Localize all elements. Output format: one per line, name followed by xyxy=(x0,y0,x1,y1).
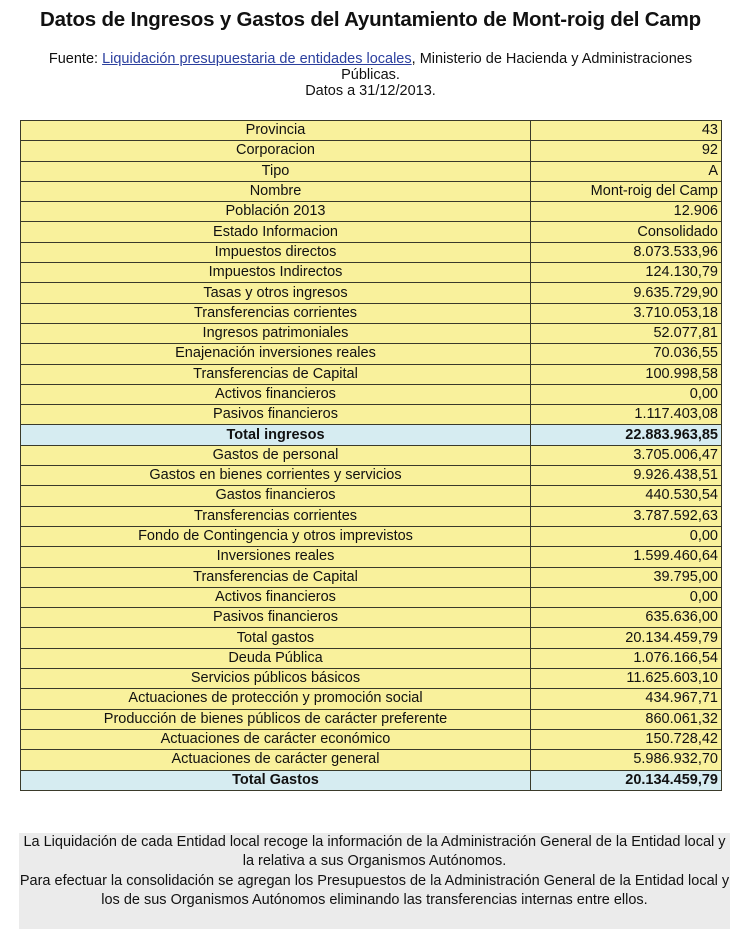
row-value: 52.077,81 xyxy=(531,323,722,343)
row-value: 9.635.729,90 xyxy=(531,283,722,303)
table-row xyxy=(21,506,722,526)
row-label: Pasivos financieros xyxy=(21,608,531,628)
table-row xyxy=(21,608,722,628)
row-value: 0,00 xyxy=(531,526,722,546)
row-value: 92 xyxy=(531,141,722,161)
row-label: Transferencias corrientes xyxy=(21,303,531,323)
table-row xyxy=(21,222,722,242)
row-value: 43 xyxy=(531,121,722,141)
row-label: Activos financieros xyxy=(21,587,531,607)
row-value: 11.625.603,10 xyxy=(531,669,722,689)
table-row xyxy=(21,567,722,587)
row-value: 3.705.006,47 xyxy=(531,445,722,465)
row-label: Gastos financieros xyxy=(21,486,531,506)
table-row xyxy=(21,384,722,404)
row-value: 1.117.403,08 xyxy=(531,405,722,425)
source-prefix: Fuente: xyxy=(48,51,103,67)
table-row xyxy=(21,547,722,567)
row-value: 0,00 xyxy=(531,384,722,404)
date-line: Datos a 31/12/2013. xyxy=(305,83,436,99)
row-label: Provincia xyxy=(21,121,531,141)
table-row xyxy=(21,526,722,546)
row-value: 1.599.460,64 xyxy=(531,547,722,567)
source-info xyxy=(20,51,721,99)
table-row xyxy=(21,364,722,384)
table-row xyxy=(21,242,722,262)
row-value: 635.636,00 xyxy=(531,608,722,628)
row-value: 3.787.592,63 xyxy=(531,506,722,526)
row-label: Transferencias de Capital xyxy=(21,364,531,384)
row-value: 22.883.963,85 xyxy=(531,425,722,445)
row-label: Gastos de personal xyxy=(21,445,531,465)
table-row xyxy=(21,669,722,689)
row-value: 150.728,42 xyxy=(531,729,722,749)
table-row xyxy=(21,466,722,486)
table-row xyxy=(21,648,722,668)
row-label: Servicios públicos básicos xyxy=(21,669,531,689)
row-label: Tipo xyxy=(21,161,531,181)
row-value: 3.710.053,18 xyxy=(531,303,722,323)
table-row xyxy=(21,181,722,201)
notes-paragraph-1: La Liquidación de cada Entidad local recoge la información de la Administración General de la Entidad local y la relativa a sus Organismos Autónomos. xyxy=(23,834,726,870)
notes-box xyxy=(19,833,730,929)
row-label: Actuaciones de protección y promoción social xyxy=(21,689,531,709)
table-row xyxy=(21,141,722,161)
row-label: Tasas y otros ingresos xyxy=(21,283,531,303)
row-label: Total Gastos xyxy=(21,770,531,790)
table-row xyxy=(21,344,722,364)
row-value: 20.134.459,79 xyxy=(531,628,722,648)
row-label: Población 2013 xyxy=(21,202,531,222)
row-label: Transferencias corrientes xyxy=(21,506,531,526)
table-row xyxy=(21,263,722,283)
row-label: Actuaciones de carácter económico xyxy=(21,729,531,749)
row-value: A xyxy=(531,161,722,181)
row-value: 9.926.438,51 xyxy=(531,466,722,486)
row-value: 124.130,79 xyxy=(531,263,722,283)
row-label: Ingresos patrimoniales xyxy=(21,323,531,343)
table-row xyxy=(21,303,722,323)
table-row xyxy=(21,202,722,222)
source-link[interactable]: Liquidación presupuestaria de entidades locales xyxy=(102,51,412,67)
source-suffix: , Ministerio de Hacienda y Administraciones Públicas. xyxy=(341,51,693,83)
row-value: Mont-roig del Camp xyxy=(531,181,722,201)
budget-table xyxy=(20,120,722,791)
row-value: 100.998,58 xyxy=(531,364,722,384)
row-label: Nombre xyxy=(21,181,531,201)
row-value: 20.134.459,79 xyxy=(531,770,722,790)
row-label: Impuestos Indirectos xyxy=(21,263,531,283)
table-row xyxy=(21,628,722,648)
row-value: 12.906 xyxy=(531,202,722,222)
row-value: 440.530,54 xyxy=(531,486,722,506)
row-value: 860.061,32 xyxy=(531,709,722,729)
notes-paragraph-2: Para efectuar la consolidación se agregan los Presupuestos de la Administración General de la Entidad local y los de sus Organismos Autónomos eliminando las transferencias internas entre ellos. xyxy=(19,872,730,908)
table-row xyxy=(21,689,722,709)
row-value: 39.795,00 xyxy=(531,567,722,587)
table-row xyxy=(21,445,722,465)
table-row xyxy=(21,121,722,141)
table-row xyxy=(21,283,722,303)
total-row xyxy=(21,425,722,445)
budget-table-body xyxy=(21,121,722,791)
row-label: Impuestos directos xyxy=(21,242,531,262)
table-row xyxy=(21,587,722,607)
table-row xyxy=(21,323,722,343)
table-row xyxy=(21,750,722,770)
row-label: Actuaciones de carácter general xyxy=(21,750,531,770)
total-row xyxy=(21,770,722,790)
table-row xyxy=(21,161,722,181)
row-value: 0,00 xyxy=(531,587,722,607)
row-label: Total ingresos xyxy=(21,425,531,445)
row-value: 434.967,71 xyxy=(531,689,722,709)
table-row xyxy=(21,709,722,729)
row-label: Transferencias de Capital xyxy=(21,567,531,587)
row-label: Producción de bienes públicos de carácter preferente xyxy=(21,709,531,729)
row-label: Corporacion xyxy=(21,141,531,161)
row-value: 8.073.533,96 xyxy=(531,242,722,262)
table-row xyxy=(21,486,722,506)
row-label: Fondo de Contingencia y otros imprevistos xyxy=(21,526,531,546)
row-label: Activos financieros xyxy=(21,384,531,404)
row-value: 5.986.932,70 xyxy=(531,750,722,770)
row-label: Inversiones reales xyxy=(21,547,531,567)
table-row xyxy=(21,405,722,425)
table-row xyxy=(21,729,722,749)
page-title: Datos de Ingresos y Gastos del Ayuntamiento de Mont-roig del Camp xyxy=(40,8,701,31)
row-label: Total gastos xyxy=(21,628,531,648)
row-value: 70.036,55 xyxy=(531,344,722,364)
row-label: Gastos en bienes corrientes y servicios xyxy=(21,466,531,486)
row-value: Consolidado xyxy=(531,222,722,242)
row-label: Pasivos financieros xyxy=(21,405,531,425)
row-label: Deuda Pública xyxy=(21,648,531,668)
row-value: 1.076.166,54 xyxy=(531,648,722,668)
row-label: Estado Informacion xyxy=(21,222,531,242)
row-label: Enajenación inversiones reales xyxy=(21,344,531,364)
